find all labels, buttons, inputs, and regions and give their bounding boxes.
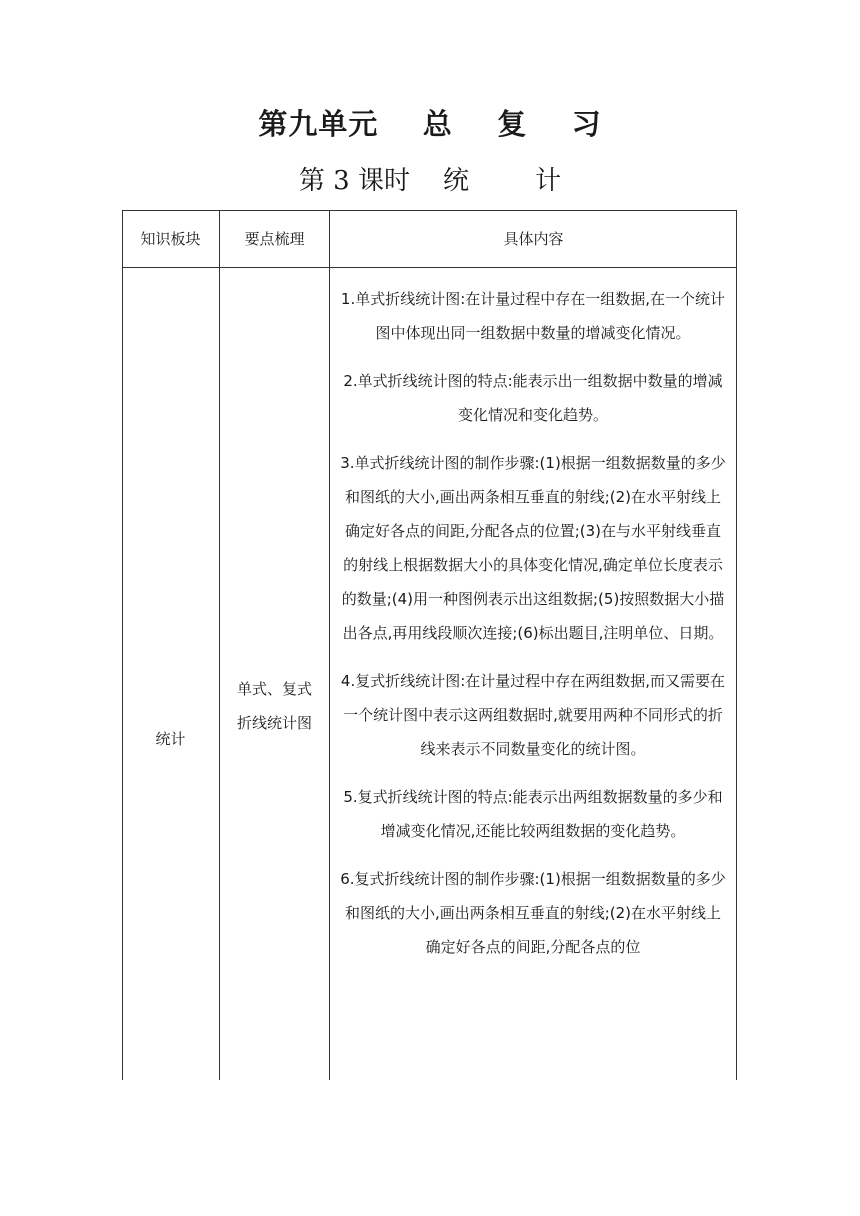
content-paragraph-2: 2.单式折线统计图的特点:能表示出一组数据中数量的增减变化情况和变化趋势。 <box>343 372 723 424</box>
knowledge-table <box>122 210 737 1080</box>
lesson-subtitle: 第 3 课时 统 计 <box>298 166 562 196</box>
table-left-border <box>122 210 123 1080</box>
header-key-points: 要点梳理 <box>244 230 305 248</box>
content-paragraph-3: 3.单式折线统计图的制作步骤:(1)根据一组数据数量的多少和图纸的大小,画出两条相互垂直的射线;(2)在水平射线上确定好各点的间距,分配各点的位置;(3)在与水平射线垂直的射线上根据数据大小的具体变化情况,确定单位长度表示的数量;(4)用一种图例表示出这组数据;(5)按照数据大小描出各点,再用线段顺次连接;(6)标出题目,注明单位、日期。 <box>340 454 726 642</box>
key-points-cell <box>219 672 330 740</box>
header-specific-content: 具体内容 <box>503 230 564 248</box>
content-paragraph-4: 4.复式折线统计图:在计量过程中存在两组数据,而又需要在一个统计图中表示这两组数据时,就要用两种不同形式的折线来表示不同数量变化的统计图。 <box>340 672 726 758</box>
header-knowledge-block: 知识板块 <box>140 230 201 248</box>
topic-cell: 统计 <box>155 730 186 748</box>
table-col-divider-2 <box>329 210 330 1080</box>
table-col-divider-1 <box>219 210 220 1080</box>
key-points-line-1: 单式、复式 <box>236 680 312 698</box>
content-cell <box>340 282 726 978</box>
content-paragraph-6: 6.复式折线统计图的制作步骤:(1)根据一组数据数量的多少和图纸的大小,画出两条相互垂直的射线;(2)在水平射线上确定好各点的间距,分配各点的位 <box>340 870 726 956</box>
table-right-border <box>736 210 737 1080</box>
page-title: 第九单元 总 复 习 <box>258 107 602 141</box>
content-paragraph-1: 1.单式折线统计图:在计量过程中存在一组数据,在一个统计图中体现出同一组数据中数量的增减变化情况。 <box>340 290 726 342</box>
key-points-line-2: 折线统计图 <box>236 714 312 732</box>
content-paragraph-5: 5.复式折线统计图的特点:能表示出两组数据数量的多少和增减变化情况,还能比较两组数据的变化趋势。 <box>343 788 723 840</box>
